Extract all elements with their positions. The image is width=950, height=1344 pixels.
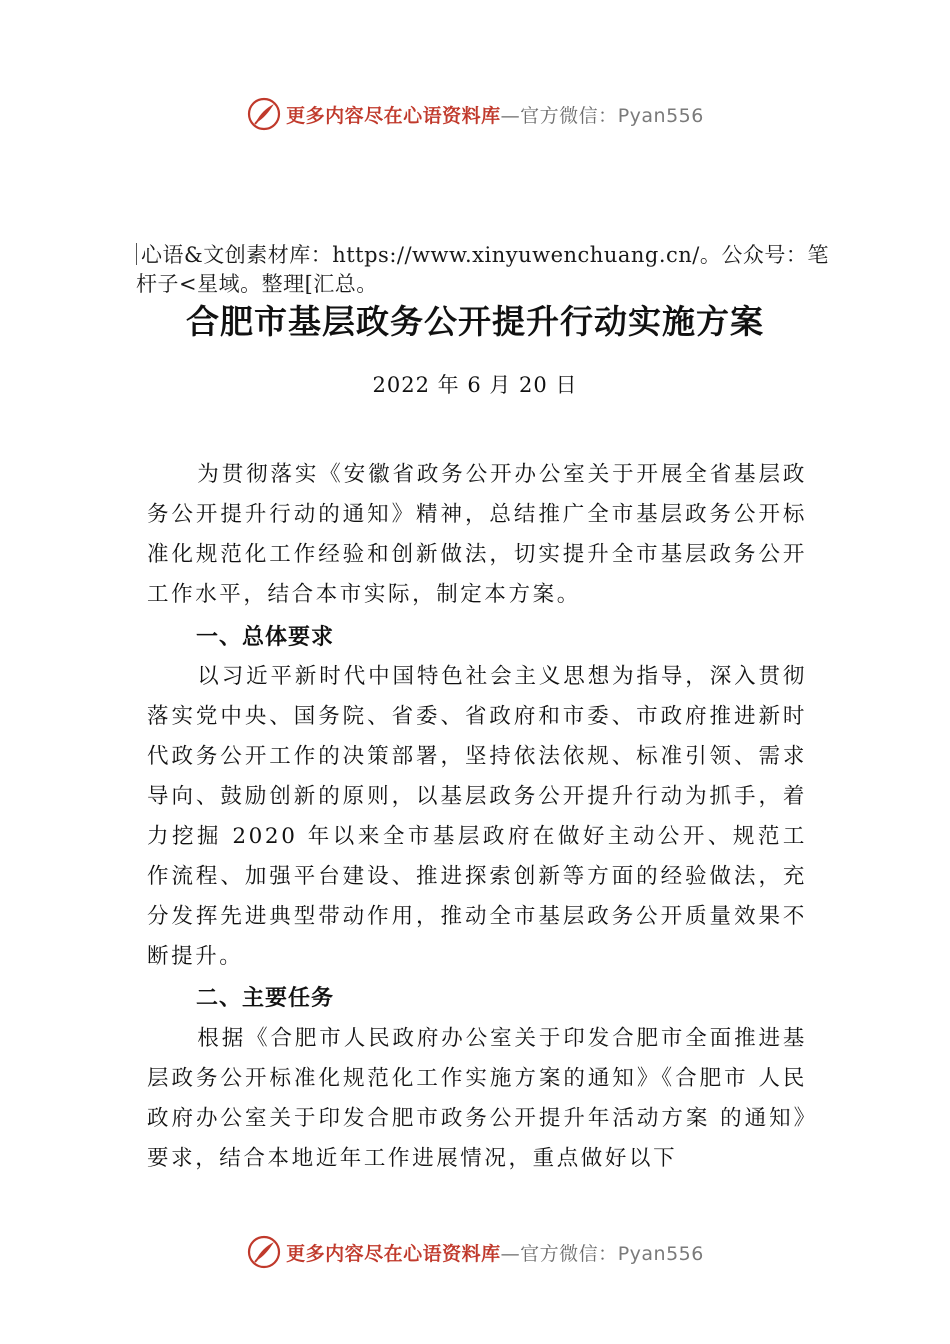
document-title: 合肥市基层政务公开提升行动实施方案	[186, 302, 764, 341]
quill-logo-icon	[246, 1234, 282, 1270]
document-date: 2022 年 6 月 20 日	[372, 373, 578, 397]
section1-paragraph	[147, 657, 807, 977]
intro-paragraph	[147, 455, 807, 615]
section2-text: 根据《合肥市人民政府办公室关于印发合肥市全面推进基层政务公开标准化规范化工作实施方案的通知》《合肥市 人民政府办公室关于印发合肥市政务公开提升年活动方案 的通知》要求，结合本地近年工作进展情况，重点做好以下	[147, 1026, 807, 1171]
quill-logo-icon	[246, 96, 282, 132]
source-note-text: 心语&文创素材库：https://www.xinyuwenchuang.cn/。公众号：笔杆子<星域。整理[汇总。	[136, 243, 829, 296]
section2-paragraph	[147, 1019, 807, 1179]
header-banner	[0, 94, 950, 134]
banner-separator: —官方微信：	[500, 1242, 618, 1265]
section1-heading: 一、总体要求	[196, 625, 335, 650]
banner-wechat-id: Pyan556	[617, 104, 704, 127]
banner-brand: 更多内容尽在心语资料库	[286, 104, 501, 127]
banner-text	[286, 101, 704, 128]
source-note	[136, 241, 836, 299]
intro-text: 为贯彻落实《安徽省政务公开办公室关于开展全省基层政务公开提升行动的通知》精神，总结推广全市基层政务公开标准化规范化工作经验和创新做法，切实提升全市基层政务公开工作水平，结合本市实际，制定本方案。	[147, 462, 807, 607]
banner-brand: 更多内容尽在心语资料库	[286, 1242, 501, 1265]
footer-banner	[0, 1232, 950, 1272]
section2-heading: 二、主要任务	[196, 986, 335, 1011]
text-cursor-bar	[136, 243, 137, 265]
banner-wechat-id: Pyan556	[617, 1242, 704, 1265]
section1-text: 以习近平新时代中国特色社会主义思想为指导，深入贯彻落实党中央、国务院、省委、省政府和市委、市政府推进新时代政务公开工作的决策部署，坚持依法依规、标准引领、需求导向、鼓励创新的原则，以基层政务公开提升行动为抓手，着力挖掘 2020 年以来全市基层政府在做好主动公开、规范工作流程、加强平台建设、推进探索创新等方面的经验做法，充分发挥先进典型带动作用，推动全市基层政务公开质量效果不断提升。	[147, 664, 807, 969]
banner-text	[286, 1239, 704, 1266]
banner-separator: —官方微信：	[500, 104, 618, 127]
